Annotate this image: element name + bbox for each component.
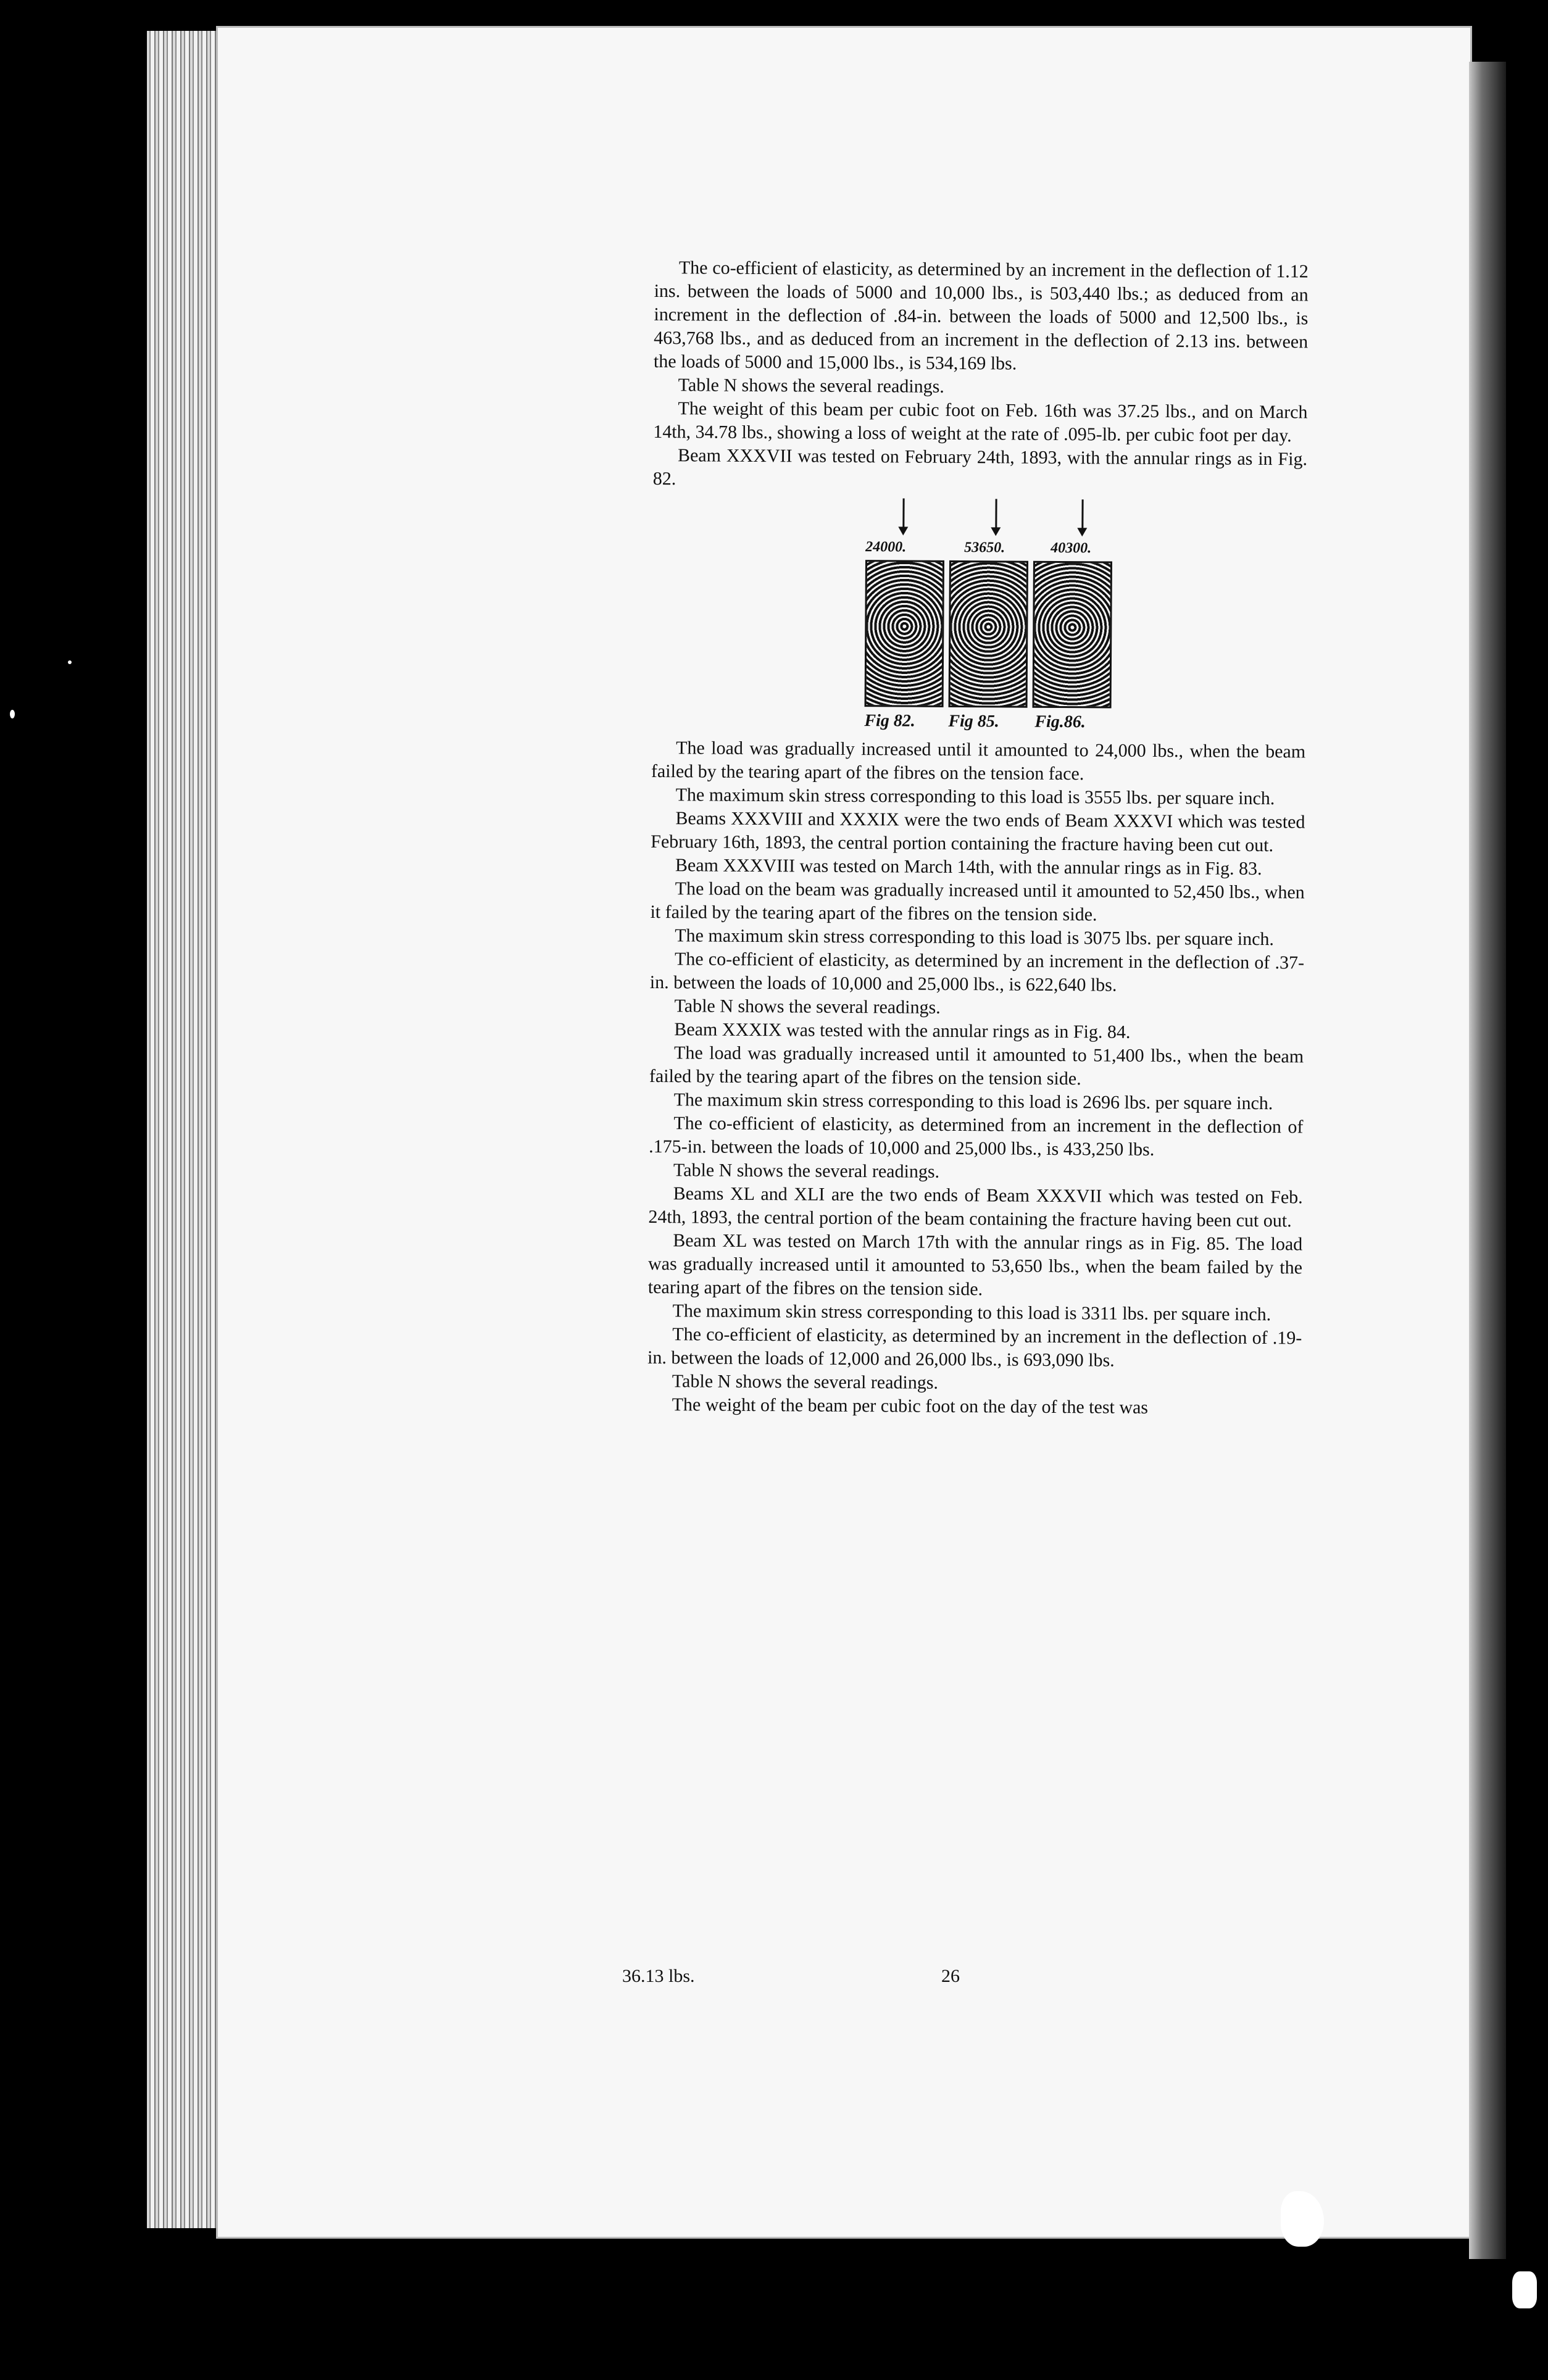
load-arrow xyxy=(1081,499,1083,534)
paragraph: The maximum skin stress corresponding to this load is 2696 lbs. per square inch. xyxy=(673,1089,1273,1114)
fig-caption: Fig 82. xyxy=(864,711,915,731)
paragraph-group-2 xyxy=(647,736,1306,1420)
paragraph: Beam XXXVIII was tested on March 14th, with the annular rings as in Fig. 83. xyxy=(675,855,1262,880)
page-number: 26 xyxy=(941,1966,960,1986)
paragraph: Table N shows the several readings. xyxy=(674,996,941,1018)
paragraph: Beams XL and XLI are the two ends of Beam XXXVII which was tested on Feb. 24th, 1893, the central portion of the beam containing the fracture having been cut out. xyxy=(648,1183,1303,1231)
paragraph: The co-efficient of elasticity, as determined by an increment in the deflection of 1.12 ins. between the loads of 5000 and 10,000 lbs., is 503,440 lbs.; as deduced from an increment in the deflection of .84-in. between the loads of 5000 and 12,500 lbs., is 463,768 lbs., and as deduced from an increment in the deflection of 2.13 ins. between the loads of 5000 and 15,000 lbs., is 534,169 lbs. xyxy=(653,257,1309,374)
fig-load-label: 24000. xyxy=(865,539,907,555)
paragraph: Beam XXXIX was tested with the annular rings as in Fig. 84. xyxy=(674,1019,1131,1042)
ring-section xyxy=(865,560,944,707)
ring-section xyxy=(1033,561,1112,709)
paragraph: Beam XL was tested on March 17th with the annular rings as in Fig. 85. The load was gradually increased until it amounted to 53,650 lbs., when the beam failed by the tearing apart of the fibres on the tension side. xyxy=(647,1230,1303,1300)
load-arrow xyxy=(902,498,904,533)
paragraph-group-1 xyxy=(653,256,1309,494)
fig-caption: Fig.86. xyxy=(1034,712,1086,732)
fig-load-label: 40300. xyxy=(1051,539,1092,557)
scan-speck xyxy=(1512,2271,1537,2308)
annular-rings-figure xyxy=(864,498,1149,734)
paragraph: Table N shows the several readings. xyxy=(672,1371,939,1393)
fig-caption: Fig 85. xyxy=(948,711,999,731)
scan-speck xyxy=(68,660,72,664)
paragraph: Beams XXXVIII and XXXIX were the two ends of Beam XXXVI which was tested February 16th, 1893, the central portion containing the fracture having been cut out. xyxy=(651,808,1305,856)
paragraph: The load was gradually increased until it amounted to 51,400 lbs., when the beam failed by the tearing apart of the fibres on the tension side. xyxy=(649,1042,1304,1089)
paragraph: The load was gradually increased until it amounted to 24,000 lbs., when the beam failed by the tearing apart of the fibres on the tension face. xyxy=(651,738,1306,784)
paragraph: Beam XXXVII was tested on February 24th, 1893, with the annular rings as in Fig. 82. xyxy=(652,445,1308,489)
paragraph: The load on the beam was gradually increased until it amounted to 52,450 lbs., when it failed by the tearing apart of the fibres on the tension side. xyxy=(650,878,1305,925)
paragraph: The maximum skin stress corresponding to this load is 3075 lbs. per square inch. xyxy=(675,925,1275,950)
paragraph: The co-efficient of elasticity, as determined by an increment in the deflection of .19-in. between the loads of 12,000 and 26,000 lbs., is 693,090 lbs. xyxy=(647,1324,1302,1371)
book-gutter xyxy=(1469,62,1506,2259)
last-line: 36.13 lbs. xyxy=(622,1966,695,1986)
paragraph: The co-efficient of elasticity, as determined by an increment in the deflection of .37-in. between the loads of 10,000 and 25,000 lbs., is 622,640 lbs. xyxy=(649,949,1305,996)
page-edges xyxy=(147,31,227,2228)
ring-section xyxy=(949,560,1028,708)
paragraph: Table N shows the several readings. xyxy=(673,1160,940,1182)
paragraph: The maximum skin stress corresponding to this load is 3311 lbs. per square inch. xyxy=(672,1300,1271,1325)
scan-speck xyxy=(10,710,15,718)
paragraph: The weight of this beam per cubic foot on Feb. 16th was 37.25 lbs., and on March 14th, 34.78 lbs., showing a loss of weight at the rate of .095-lb. per cubic foot per day. xyxy=(653,398,1308,446)
load-arrow xyxy=(995,499,997,533)
paragraph: The co-efficient of elasticity, as determined from an increment in the deflection of .175-in. between the loads of 10,000 and 25,000 lbs., is 433,250 lbs. xyxy=(649,1113,1304,1160)
paragraph: The maximum skin stress corresponding to this load is 3555 lbs. per square inch. xyxy=(675,784,1275,809)
paragraph: The weight of the beam per cubic foot on the day of the test was xyxy=(672,1394,1149,1418)
body-text xyxy=(647,256,1309,1420)
fig-load-label: 53650. xyxy=(964,539,1005,556)
paragraph: Table N shows the several readings. xyxy=(678,375,944,397)
